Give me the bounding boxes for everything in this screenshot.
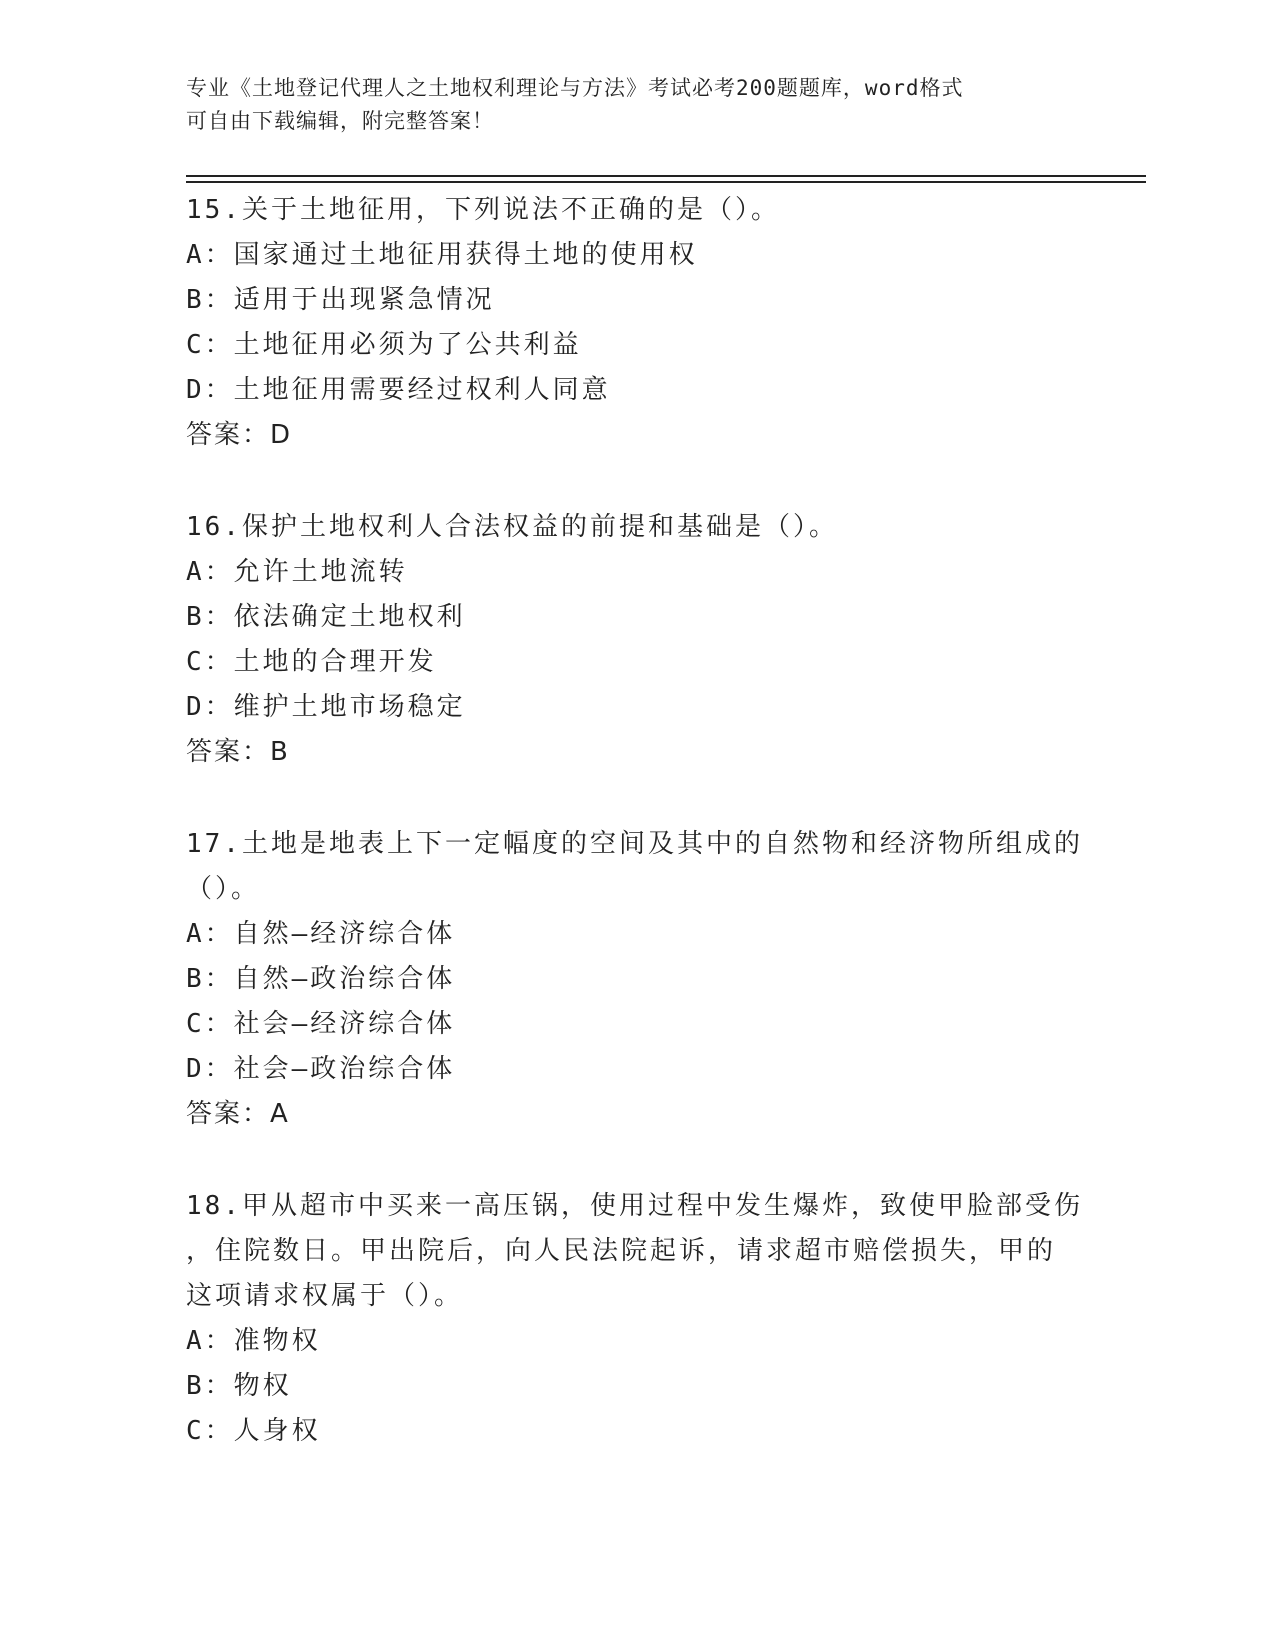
option-c: C：土地的合理开发 [186, 647, 437, 677]
question-18 [186, 1184, 1086, 1454]
option-b: B：适用于出现紧急情况 [186, 285, 495, 315]
option-a: A：自然—经济综合体 [186, 919, 456, 949]
question-stem: 18.甲从超市中买来一高压锅，使用过程中发生爆炸，致使甲脸部受伤 [186, 1191, 1083, 1221]
answer-line: 答案：A [186, 1099, 290, 1129]
option-b: B：自然—政治综合体 [186, 964, 456, 994]
answer-line: 答案：D [186, 420, 293, 450]
question-stem: 17.土地是地表上下一定幅度的空间及其中的自然物和经济物所组成的 [186, 829, 1083, 859]
option-a: A：允许土地流转 [186, 557, 408, 587]
option-d: D：社会—政治综合体 [186, 1054, 456, 1084]
header-line-2: 可自由下载编辑，附完整答案！ [186, 109, 494, 133]
answer-line: 答案：B [186, 737, 290, 767]
option-d: D：维护土地市场稳定 [186, 692, 466, 722]
header-line-1: 专业《土地登记代理人之土地权利理论与方法》考试必考200题题库，word格式 [186, 76, 964, 100]
question-stem-continued: （）。 [186, 874, 261, 904]
question-16 [186, 505, 1086, 775]
header-divider-bottom [186, 181, 1146, 183]
option-b: B：依法确定土地权利 [186, 602, 466, 632]
question-stem-continued: ，住院数日。甲出院后，向人民法院起诉，请求超市赔偿损失，甲的 [186, 1236, 1057, 1266]
option-c: C：人身权 [186, 1416, 321, 1446]
option-c: C：社会—经济综合体 [186, 1009, 456, 1039]
header-divider-top [186, 175, 1146, 177]
question-15 [186, 188, 1086, 458]
question-stem: 15.关于土地征用，下列说法不正确的是（）。 [186, 195, 780, 225]
question-stem: 16.保护土地权利人合法权益的前提和基础是（）。 [186, 512, 838, 542]
document-header [186, 72, 1066, 138]
question-stem-continued: 这项请求权属于（）。 [186, 1281, 464, 1311]
option-c: C：土地征用必须为了公共利益 [186, 330, 582, 360]
option-a: A：国家通过土地征用获得土地的使用权 [186, 240, 698, 270]
option-a: A：准物权 [186, 1326, 321, 1356]
option-d: D：土地征用需要经过权利人同意 [186, 375, 611, 405]
question-17 [186, 822, 1086, 1137]
option-b: B：物权 [186, 1371, 292, 1401]
